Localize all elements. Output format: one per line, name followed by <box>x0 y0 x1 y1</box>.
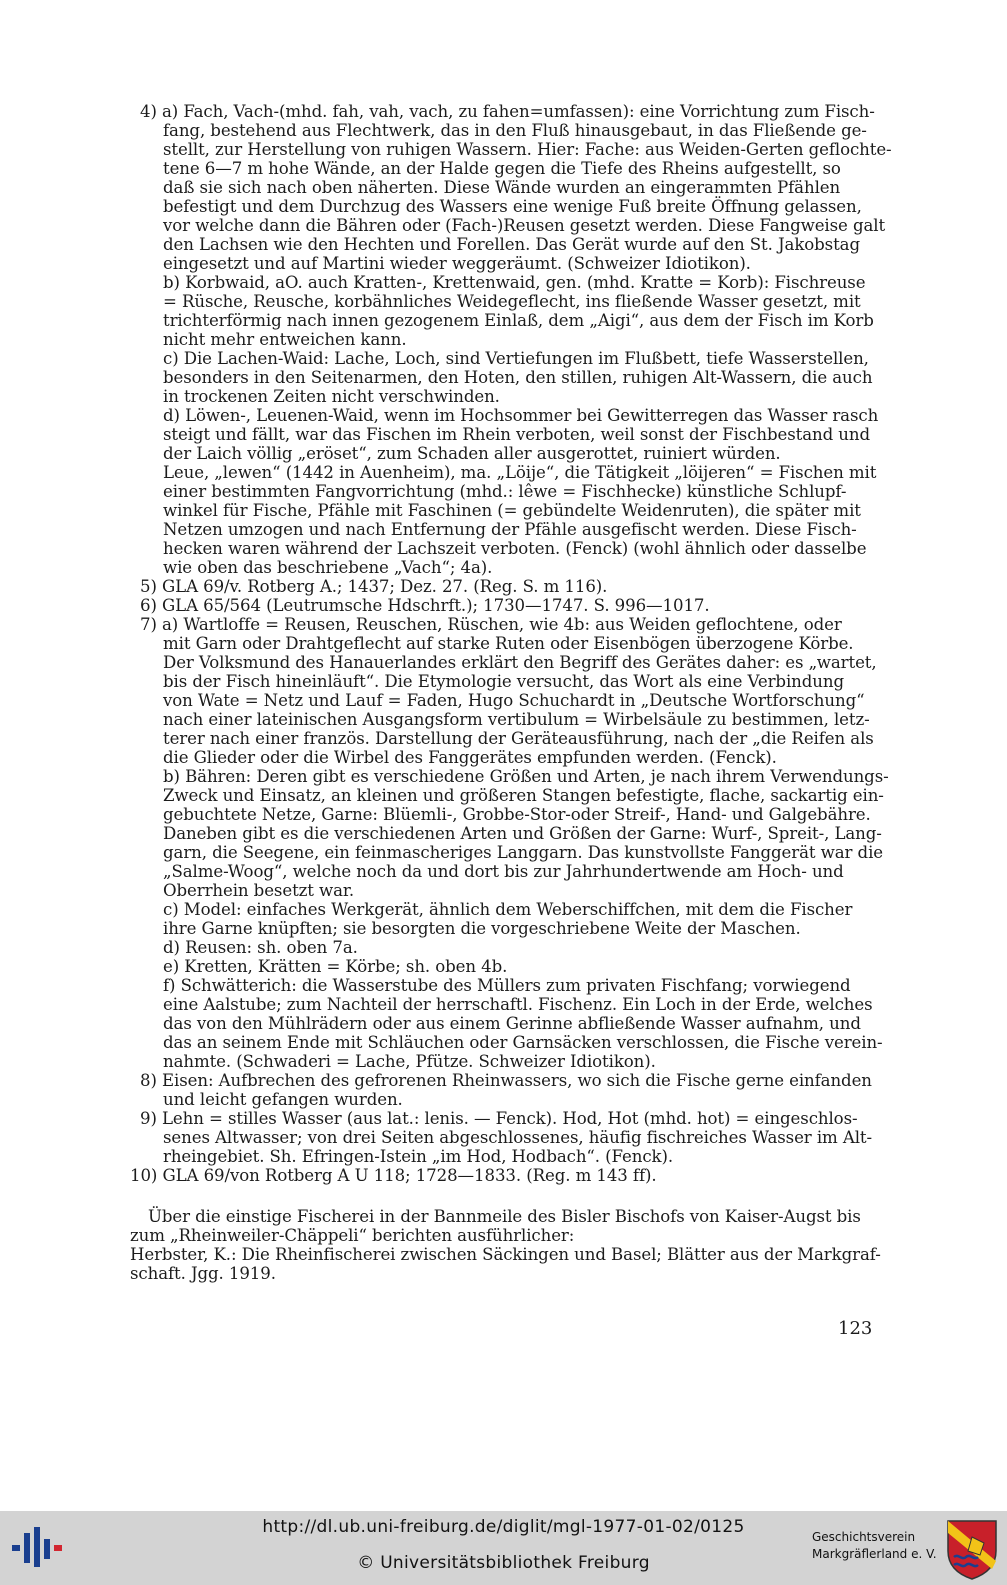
text-line: eine Aalstube; zum Nachteil der herrschaftl. Fischenz. Ein Loch in der Erde, welches <box>163 995 873 1014</box>
text-line: nach einer lateinischen Ausgangsform vertibulum = Wirbelsäule zu bestimmen, letz- <box>163 710 870 729</box>
text-line: mit Garn oder Drahtgeflecht auf starke Ruten oder Eisenbögen überzogene Körbe. <box>163 634 854 653</box>
text-line: 7) a) Wartloffe = Reusen, Reuschen, Rüschen, wie 4b: aus Weiden geflochtene, oder <box>140 615 842 634</box>
text-line: in trockenen Zeiten nicht verschwinden. <box>163 387 500 406</box>
text-line: das von den Mühlrädern oder aus einem Gerinne abfließende Wasser aufnahm, und <box>163 1014 861 1033</box>
text-line: Herbster, K.: Die Rheinfischerei zwischen Säckingen und Basel; Blätter aus der Markgraf- <box>130 1245 881 1264</box>
text-line: den Lachsen wie den Hechten und Forellen. Das Gerät wurde auf den St. Jakobstag <box>163 235 860 254</box>
text-line: Netzen umzogen und nach Entfernung der Pfähle ausgefischt werden. Diese Fisch- <box>163 520 857 539</box>
text-line: = Rüsche, Reusche, korbähnliches Weidegeflecht, ins fließende Wasser gesetzt, mit <box>163 292 861 311</box>
text-line: hecken waren während der Lachszeit verboten. (Fenck) (wohl ähnlich oder dasselbe <box>163 539 867 558</box>
text-line: garn, die Seegene, ein feinmascheriges Langgarn. Das kunstvollste Fanggerät war die <box>163 843 883 862</box>
text-line: von Wate = Netz und Lauf = Faden, Hugo Schuchardt in „Deutsche Wortforschung“ <box>163 691 865 710</box>
text-line: einer bestimmten Fangvorrichtung (mhd.: lêwe = Fischhecke) künstliche Schlupf- <box>163 482 847 501</box>
text-line: b) Bähren: Deren gibt es verschiedene Größen und Arten, je nach ihrem Verwendungs- <box>163 767 889 786</box>
society-name <box>812 1529 942 1563</box>
text-line: 10) GLA 69/von Rotberg A U 118; 1728—1833. (Reg. m 143 ff). <box>130 1166 657 1185</box>
text-line: d) Reusen: sh. oben 7a. <box>163 938 358 957</box>
text-line: trichterförmig nach innen gezogenem Einlaß, dem „Aigi“, aus dem der Fisch im Korb <box>163 311 874 330</box>
society-name-line1: Geschichtsverein <box>812 1530 916 1544</box>
text-line: daß sie sich nach oben näherten. Diese Wände wurden an eingerammten Pfählen <box>163 178 841 197</box>
text-line: vor welche dann die Bähren oder (Fach-)Reusen gesetzt werden. Diese Fangweise galt <box>163 216 886 235</box>
text-line: gebuchtete Netze, Garne: Blüemli-, Grobbe-Stor-oder Streif-, Hand- und Galgebähre. <box>163 805 871 824</box>
text-line: tene 6—7 m hohe Wände, an der Halde gegen die Tiefe des Rheins aufgestellt, so <box>163 159 841 178</box>
text-line: c) Die Lachen-Waid: Lache, Loch, sind Vertiefungen im Flußbett, tiefe Wasserstellen, <box>163 349 869 368</box>
text-line: wie oben das beschriebene „Vach“; 4a). <box>163 558 493 577</box>
text-line: d) Löwen-, Leuenen-Waid, wenn im Hochsommer bei Gewitterregen das Wasser rasch <box>163 406 879 425</box>
text-line: schaft. Jgg. 1919. <box>130 1264 276 1283</box>
text-line: Der Volksmund des Hanauerlandes erklärt den Begriff des Gerätes daher: es „wartet, <box>163 653 877 672</box>
text-line: die Glieder oder die Wirbel des Fanggerätes empfunden werden. (Fenck). <box>163 748 777 767</box>
society-name-line2: Markgräflerland e. V. <box>812 1547 937 1561</box>
page-number: 123 <box>838 1318 873 1339</box>
text-line: 8) Eisen: Aufbrechen des gefrorenen Rheinwassers, wo sich die Fische gerne einfanden <box>140 1071 872 1090</box>
text-line: nicht mehr entweichen kann. <box>163 330 407 349</box>
text-line: bis der Fisch hineinläuft“. Die Etymologie versucht, das Wort als eine Verbindung <box>163 672 844 691</box>
coat-of-arms-icon <box>944 1517 1000 1581</box>
text-line: 5) GLA 69/v. Rotberg A.; 1437; Dez. 27. (Reg. S. m 116). <box>140 577 608 596</box>
text-line: c) Model: einfaches Werkgerät, ähnlich dem Weberschiffchen, mit dem die Fischer <box>163 900 853 919</box>
text-line: Daneben gibt es die verschiedenen Arten und Größen der Garne: Wurf-, Spreit-, Lang- <box>163 824 882 843</box>
text-line: stellt, zur Herstellung von ruhigen Wassern. Hier: Fache: aus Weiden-Gerten geflochte- <box>163 140 892 159</box>
text-line: senes Altwasser; von drei Seiten abgeschlossenes, häufig fischreiches Wasser im Alt- <box>163 1128 872 1147</box>
text-line: ihre Garne knüpften; sie besorgten die vorgeschriebene Weite der Maschen. <box>163 919 801 938</box>
text-line: rheingebiet. Sh. Efringen-Istein „im Hod, Hodbach“. (Fenck). <box>163 1147 674 1166</box>
text-line: Über die einstige Fischerei in der Bannmeile des Bisler Bischofs von Kaiser-Augst bis <box>148 1207 861 1226</box>
text-line: zum „Rheinweiler-Chäppeli“ berichten ausführlicher: <box>130 1226 575 1245</box>
text-line: Zweck und Einsatz, an kleinen und größeren Stangen befestigte, flache, sackartig ein- <box>163 786 884 805</box>
text-line: 6) GLA 65/564 (Leutrumsche Hdschrft.); 1730—1747. S. 996—1017. <box>140 596 710 615</box>
text-line: Oberrhein besetzt war. <box>163 881 355 900</box>
text-line: f) Schwätterich: die Wasserstube des Müllers zum privaten Fischfang; vorwiegend <box>163 976 851 995</box>
text-line: fang, bestehend aus Flechtwerk, das in den Fluß hinausgebaut, in das Fließende ge- <box>163 121 867 140</box>
text-line: e) Kretten, Krätten = Körbe; sh. oben 4b. <box>163 957 508 976</box>
text-line: terer nach einer französ. Darstellung der Geräteausführung, nach der „die Reifen als <box>163 729 874 748</box>
copyright-notice: © Universitätsbibliothek Freiburg <box>357 1553 650 1573</box>
text-line: befestigt und dem Durchzug des Wassers eine wenige Fuß breite Öffnung gelassen, <box>163 197 862 216</box>
text-line: 9) Lehn = stilles Wasser (aus lat.: lenis. — Fenck). Hod, Hot (mhd. hot) = eingeschlos- <box>140 1109 858 1128</box>
text-line: nahmte. (Schwaderi = Lache, Pfütze. Schweizer Idiotikon). <box>163 1052 656 1071</box>
text-line: eingesetzt und auf Martini wieder weggeräumt. (Schweizer Idiotikon). <box>163 254 751 273</box>
text-line: winkel für Fische, Pfähle mit Faschinen (= gebündelte Weidenruten), die später mit <box>163 501 861 520</box>
text-line: besonders in den Seitenarmen, den Hoten, den stillen, ruhigen Alt-Wassern, die auch <box>163 368 873 387</box>
source-url-link[interactable]: http://dl.ub.uni-freiburg.de/diglit/mgl-1977-01-02/0125 <box>262 1517 745 1537</box>
text-line: und leicht gefangen wurden. <box>163 1090 403 1109</box>
text-line: das an seinem Ende mit Schläuchen oder Garnsäcken verschlossen, die Fische verein- <box>163 1033 883 1052</box>
text-line: steigt und fällt, war das Fischen im Rhein verboten, weil sonst der Fischbestand und <box>163 425 871 444</box>
text-line: 4) a) Fach, Vach-(mhd. fah, vah, vach, zu fahen=umfassen): eine Vorrichtung zum Fisch- <box>140 102 875 121</box>
text-line: „Salme-Woog“, welche noch da und dort bis zur Jahrhundertwende am Hoch- und <box>163 862 844 881</box>
text-line: der Laich völlig „eröset“, zum Schaden aller ausgerottet, ruiniert würden. <box>163 444 781 463</box>
text-line: b) Korbwaid, aO. auch Kratten-, Krettenwaid, gen. (mhd. Kratte = Korb): Fischreuse <box>163 273 866 292</box>
text-line: Leue, „lewen“ (1442 in Auenheim), ma. „Löije“, die Tätigkeit „löijeren“ = Fischen mit <box>163 463 877 482</box>
footer-bar <box>0 1511 1007 1585</box>
